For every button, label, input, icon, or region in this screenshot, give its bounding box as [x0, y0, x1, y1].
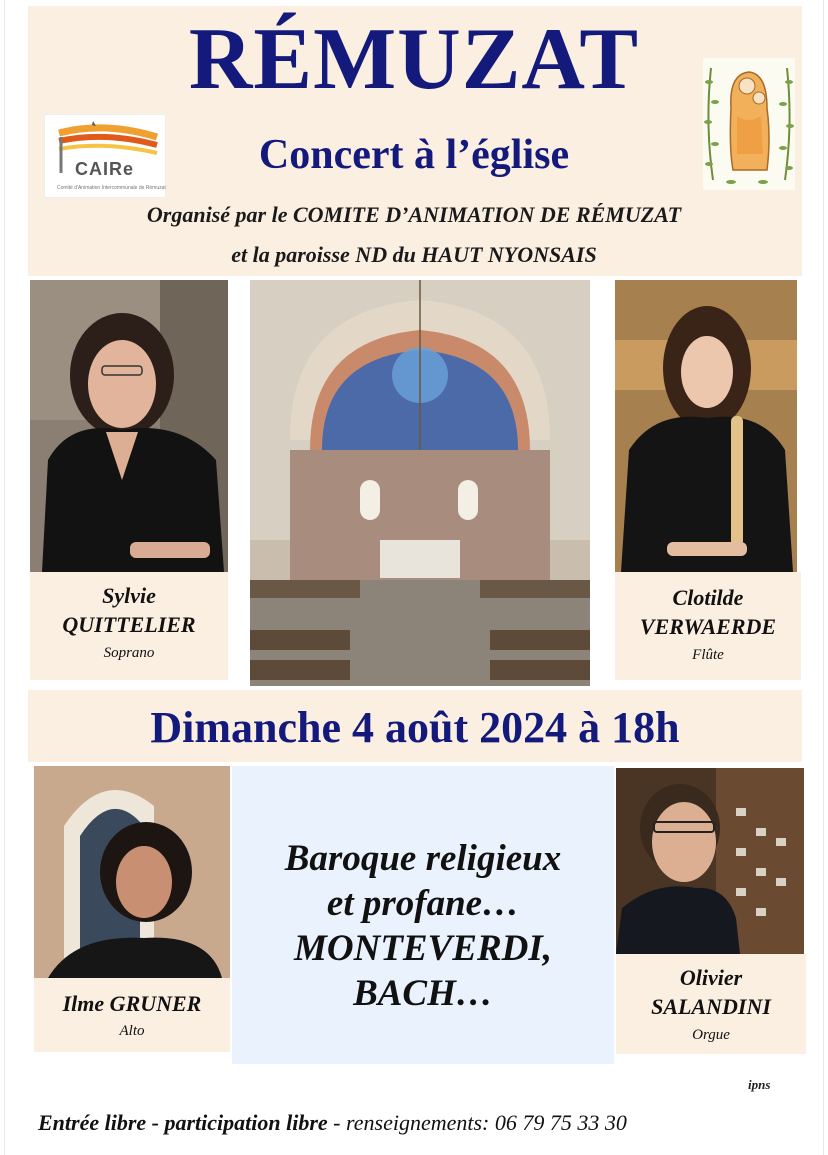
photo-clotilde-verwaerde — [615, 280, 797, 572]
footer-contact: - renseignements: 06 79 75 33 30 — [327, 1110, 627, 1135]
printer-mark: ipns — [748, 1077, 771, 1092]
poster-subtitle: Concert à l’église — [258, 132, 570, 178]
performer-last-name: QUITTELIER — [62, 611, 196, 637]
performer-role: Flûte — [692, 647, 724, 664]
performer-first-name: Sylvie — [102, 583, 156, 608]
performer-full-name: Ilme GRUNER — [62, 991, 202, 1016]
program-line-4: BACH… — [353, 973, 493, 1015]
madonna-illustration-icon — [703, 58, 795, 190]
program-line-1: Baroque religieux — [284, 838, 562, 879]
caption-olivier-salandini — [616, 954, 806, 1054]
footer-info — [38, 1110, 627, 1136]
performer-role: Soprano — [103, 645, 155, 662]
photo-olivier-salandini — [616, 768, 804, 954]
photo-sylvie-quittelier — [30, 280, 228, 572]
footer-entry: Entrée libre - participation libre — [38, 1110, 328, 1135]
event-date-time: Dimanche 4 août 2024 à 18h — [28, 690, 802, 762]
performer-role: Alto — [119, 1022, 145, 1039]
caption-ilme-gruner — [34, 978, 230, 1052]
organizer-line-2: et la paroisse ND du HAUT NYONSAIS — [231, 242, 597, 267]
performer-first-name: Clotilde — [672, 585, 744, 610]
organizer-line-1: Organisé par le COMITE D’ANIMATION DE RÉMUZAT — [146, 202, 682, 227]
caption-sylvie-quittelier — [30, 572, 228, 680]
caption-clotilde-verwaerde — [615, 572, 801, 680]
cairc-logo-icon — [44, 114, 166, 198]
photo-church-interior — [250, 280, 590, 686]
program-line-2: et profane… — [326, 883, 520, 925]
performer-role: Orgue — [692, 1027, 730, 1044]
logo-tagline: Comité d'Animation Intercommunale de Rémuzat — [57, 185, 166, 191]
photo-ilme-gruner — [34, 766, 230, 978]
program-description — [232, 766, 614, 1064]
program-line-3: MONTEVERDI, — [293, 928, 553, 970]
performer-last-name: SALANDINI — [651, 993, 771, 1019]
logo-brand: CAIRe — [75, 159, 135, 179]
poster-title: RÉMUZAT — [188, 11, 640, 108]
performer-last-name: VERWAERDE — [639, 613, 777, 639]
performer-first-name: Olivier — [679, 965, 743, 990]
